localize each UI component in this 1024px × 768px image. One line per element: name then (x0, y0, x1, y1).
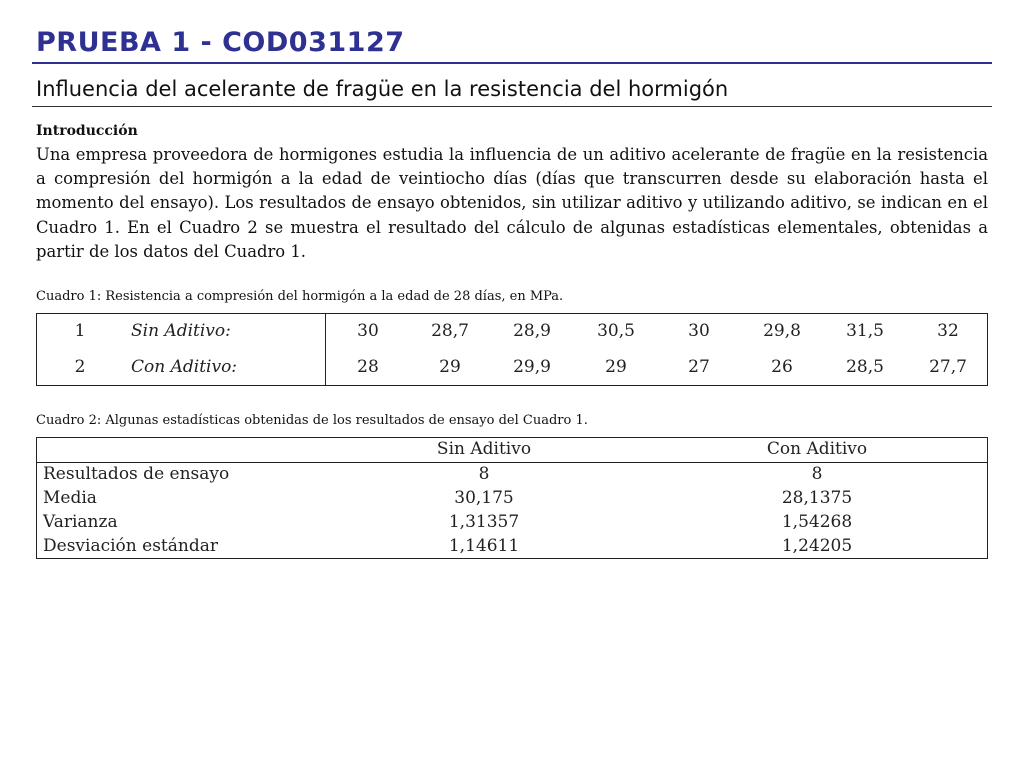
cuadro2-con-aditivo-value: 1,24205 (781, 536, 853, 556)
subtitle-divider (32, 106, 992, 107)
cuadro2-sin-aditivo-value: 1,31357 (448, 512, 520, 532)
cuadro1-value-cell: 28 (357, 357, 379, 377)
intro-paragraph: Una empresa proveedora de hormigones estudia la influencia de un aditivo acelerante de fragüe en la resistencia a compresión del hormigón a la edad de veintiocho días (días que transcurren desde su elaboración hasta el momento del ensayo). Los resultados de ensayo obtenidos, sin utilizar aditivo y utilizando aditivo, se indican en el Cuadro 1. En el Cuadro 2 se muestra el resultado del cálculo de algunas estadísticas elementales, obtenidas a partir de los datos del Cuadro 1. (36, 145, 988, 261)
intro-heading: Introducción (36, 123, 138, 139)
cuadro2-sin-aditivo-value: 8 (478, 464, 490, 484)
cuadro2-con-aditivo-value: 28,1375 (781, 488, 853, 508)
cuadro2-con-aditivo-value: 8 (811, 464, 823, 484)
cuadro1-value-cell: 30,5 (597, 321, 635, 341)
cuadro2-con-aditivo-value: 1,54268 (781, 512, 853, 532)
cuadro1-row-number: 1 (74, 321, 86, 341)
cuadro2-row-label: Varianza (43, 512, 118, 532)
cuadro1-value-cell: 29,8 (763, 321, 801, 341)
cuadro1-caption: Cuadro 1: Resistencia a compresión del hormigón a la edad de 28 días, en MPa. (36, 289, 564, 304)
cuadro2-row-label: Resultados de ensayo (43, 464, 230, 484)
cuadro2-caption: Cuadro 2: Algunas estadísticas obtenidas de los resultados de ensayo del Cuadro 1. (36, 413, 588, 428)
cuadro1-column-divider (325, 314, 326, 385)
cuadro1-value-cell: 28,5 (846, 357, 884, 377)
cuadro1-row-number: 2 (74, 357, 86, 377)
cuadro2-row-label: Desviación estándar (43, 536, 218, 556)
cuadro1-value-cell: 30 (357, 321, 379, 341)
cuadro1-row-label: Con Aditivo: (131, 357, 238, 377)
cuadro2-header-con-aditivo: Con Aditivo (766, 439, 868, 459)
cuadro1-value-cell: 28,7 (431, 321, 469, 341)
cuadro1-row-label: Sin Aditivo: (131, 321, 231, 341)
cuadro2-sin-aditivo-value: 30,175 (454, 488, 514, 508)
cuadro2-table (36, 437, 988, 559)
cuadro2-row-label: Media (43, 488, 97, 508)
cuadro2-header-sin-aditivo: Sin Aditivo (436, 439, 532, 459)
cuadro1-value-cell: 29,9 (513, 357, 551, 377)
cuadro2-sin-aditivo-value: 1,14611 (448, 536, 520, 556)
page-subtitle: Influencia del acelerante de fragüe en la resistencia del hormigón (36, 77, 729, 101)
cuadro1-value-cell: 29 (439, 357, 461, 377)
cuadro1-value-cell: 27 (688, 357, 710, 377)
page-title: PRUEBA 1 - COD031127 (36, 27, 405, 58)
cuadro1-value-cell: 26 (771, 357, 793, 377)
cuadro1-value-cell: 29 (605, 357, 627, 377)
cuadro1-value-cell: 31,5 (846, 321, 884, 341)
cuadro1-value-cell: 27,7 (929, 357, 967, 377)
cuadro1-value-cell: 32 (937, 321, 959, 341)
title-divider (32, 62, 992, 64)
cuadro1-value-cell: 30 (688, 321, 710, 341)
cuadro2-header-rule (37, 462, 987, 463)
cuadro1-table (36, 313, 988, 386)
cuadro1-value-cell: 28,9 (513, 321, 551, 341)
